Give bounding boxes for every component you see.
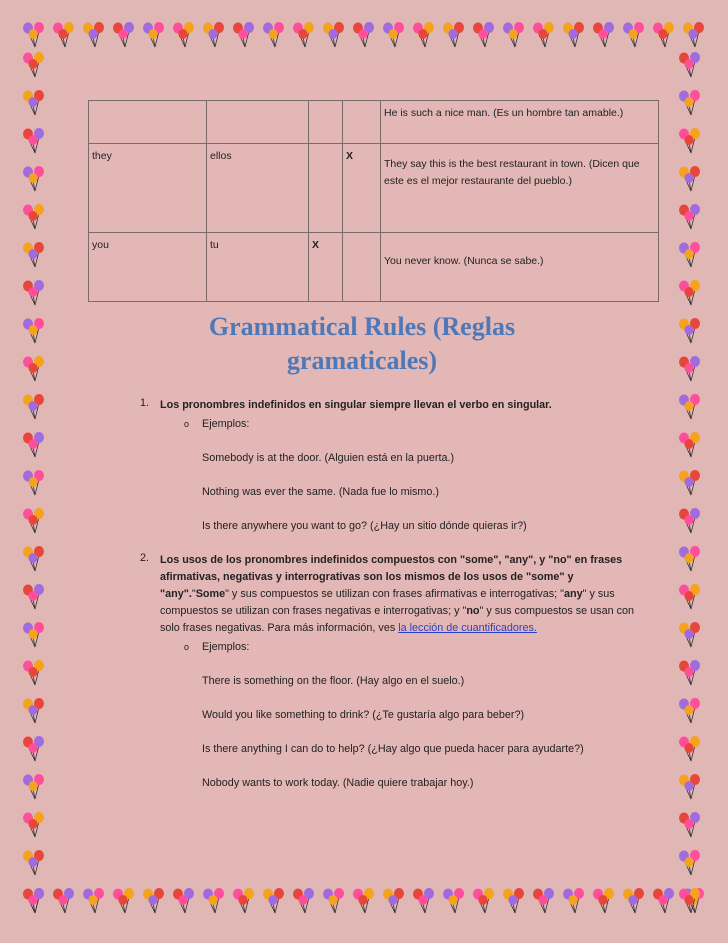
balloon-icon [202,888,226,914]
circle-bullet-icon: o [184,419,190,429]
balloon-icon [592,22,616,48]
balloon-icon [322,22,346,48]
balloon-icon [22,90,46,116]
table-row [89,144,659,233]
balloon-icon [562,22,586,48]
balloon-icon [532,888,556,914]
example-sentence: Somebody is at the door. (Alguien está en la puerta.) [202,452,455,464]
mark-cell [343,101,381,144]
balloon-icon [232,22,256,48]
example-cell [381,144,659,233]
balloon-icon [678,52,702,78]
balloon-icon [622,888,646,914]
balloon-icon [22,508,46,534]
balloon-icon [678,470,702,496]
rule-body [160,552,636,637]
example-text: You never know. (Nunca se sabe.) [384,255,544,267]
mark-cell: X [309,233,343,302]
balloon-icon [142,888,166,914]
balloon-border-right [678,52,702,914]
balloon-icon [652,888,676,914]
rule-title: Los pronombres indefinidos en singular siempre llevan el verbo en singular. [160,399,552,411]
balloon-icon [382,22,406,48]
examples-label-text: Ejemplos: [202,418,250,430]
balloon-icon [678,432,702,458]
balloon-icon [22,166,46,192]
balloon-icon [678,508,702,534]
pronoun-table [88,100,659,302]
english-cell: you [89,233,207,302]
balloon-icon [442,888,466,914]
balloon-icon [678,280,702,306]
balloon-icon [322,888,346,914]
rule-text: " [191,588,196,600]
rule-text: " y sus compuestos se usan con solo frases negativas. Para más información, ves [160,605,634,634]
balloon-icon [652,22,676,48]
circle-bullet-icon: o [184,642,190,652]
rules-list [136,397,636,792]
balloon-icon [678,850,702,876]
balloon-icon [22,242,46,268]
keyword: any [564,588,583,600]
balloon-icon [678,128,702,154]
example-cell [381,233,659,302]
table-row [89,233,659,302]
balloon-icon [678,736,702,762]
spanish-cell [207,101,309,144]
balloon-icon [22,470,46,496]
balloon-icon [22,394,46,420]
example-sentence: Is there anywhere you want to go? (¿Hay un sitio dónde quieras ir?) [202,520,527,532]
balloon-icon [22,432,46,458]
balloon-icon [472,22,496,48]
balloon-icon [678,698,702,724]
balloon-icon [412,888,436,914]
rule-item [136,397,636,535]
rule-text: " y sus compuestos se utilizan con frases afirmativas e interrogativas; " [225,588,565,600]
balloon-icon [682,22,706,48]
rule-number: 1. [140,397,150,409]
balloon-icon [172,888,196,914]
balloon-icon [678,584,702,610]
balloon-icon [202,22,226,48]
keyword: Some [195,588,226,600]
balloon-icon [22,698,46,724]
quantifiers-lesson-link[interactable]: la lección de cuantificadores. [398,622,537,634]
mark-cell [343,233,381,302]
balloon-icon [472,888,496,914]
balloon-icon [678,204,702,230]
rule-title: Los usos de los pronombres indefinidos compuestos con "some", "any", y "no" en frases afirmativas, negativas y interrogrativas son los mismos de los usos de "some" y "any". [160,554,623,600]
balloon-icon [262,888,286,914]
examples-label [160,639,636,656]
balloon-icon [82,888,106,914]
balloon-icon [532,22,556,48]
balloon-icon [22,318,46,344]
balloon-icon [678,318,702,344]
example-text: They say this is the best restaurant in town. (Dicen que este es el mejor restaurante del pueblo.) [384,158,640,187]
example-sentence: Would you like something to drink? (¿Te gustaría algo para beber?) [202,709,525,721]
balloon-icon [22,128,46,154]
balloon-icon [22,546,46,572]
balloon-icon [22,584,46,610]
balloon-icon [442,22,466,48]
example-sentence: Nobody wants to work today. (Nadie quiere trabajar hoy.) [202,777,474,789]
balloon-icon [172,22,196,48]
table-row [89,101,659,144]
balloon-icon [22,850,46,876]
examples-label [160,416,636,433]
balloon-icon [592,888,616,914]
example-cell: He is such a nice man. (Es un hombre tan amable.) [381,101,659,144]
balloon-icon [22,812,46,838]
balloon-icon [22,736,46,762]
balloon-border-top [22,22,706,48]
balloon-icon [678,546,702,572]
balloon-icon [678,888,702,914]
balloon-icon [678,622,702,648]
balloon-icon [112,888,136,914]
rule-number: 2. [140,552,150,564]
balloon-icon [352,22,376,48]
mark-cell [309,144,343,233]
balloon-icon [142,22,166,48]
balloon-icon [82,22,106,48]
balloon-icon [678,812,702,838]
balloon-icon [232,888,256,914]
balloon-icon [22,622,46,648]
example-sentence: There is something on the floor. (Hay algo en el suelo.) [202,675,465,687]
balloon-icon [262,22,286,48]
balloon-icon [22,888,46,914]
balloon-icon [22,774,46,800]
mark-cell: X [343,144,381,233]
keyword: no [466,605,480,617]
balloon-icon [622,22,646,48]
balloon-border-bottom [22,888,706,914]
document-page [52,52,672,882]
balloon-icon [412,22,436,48]
balloon-icon [22,52,46,78]
balloon-icon [22,204,46,230]
balloon-icon [678,774,702,800]
mark-cell [309,101,343,144]
balloon-icon [562,888,586,914]
balloon-icon [678,166,702,192]
balloon-icon [678,660,702,686]
balloon-border-left [22,52,46,914]
balloon-icon [502,22,526,48]
rule-text: " y sus compuestos se utilizan con frases negativas e interrogativas; y " [160,588,615,617]
balloon-icon [52,22,76,48]
balloon-icon [678,356,702,382]
balloon-icon [382,888,406,914]
balloon-icon [22,660,46,686]
spanish-cell: ellos [207,144,309,233]
balloon-icon [678,90,702,116]
balloon-icon [678,394,702,420]
spanish-cell: tu [207,233,309,302]
balloon-icon [112,22,136,48]
section-heading: Grammatical Rules (Reglas gramaticales) [208,312,516,375]
balloon-icon [352,888,376,914]
balloon-icon [52,888,76,914]
example-sentence: Is there anything I can do to help? (¿Hay algo que pueda hacer para ayudarte?) [202,743,584,755]
rule-item [136,552,636,792]
examples-label-text: Ejemplos: [202,641,250,653]
balloon-icon [292,888,316,914]
balloon-icon [22,280,46,306]
balloon-icon [22,22,46,48]
balloon-icon [292,22,316,48]
balloon-icon [22,356,46,382]
example-sentence: Nothing was ever the same. (Nada fue lo mismo.) [202,486,440,498]
english-cell: they [89,144,207,233]
balloon-icon [502,888,526,914]
english-cell [89,101,207,144]
balloon-icon [678,242,702,268]
